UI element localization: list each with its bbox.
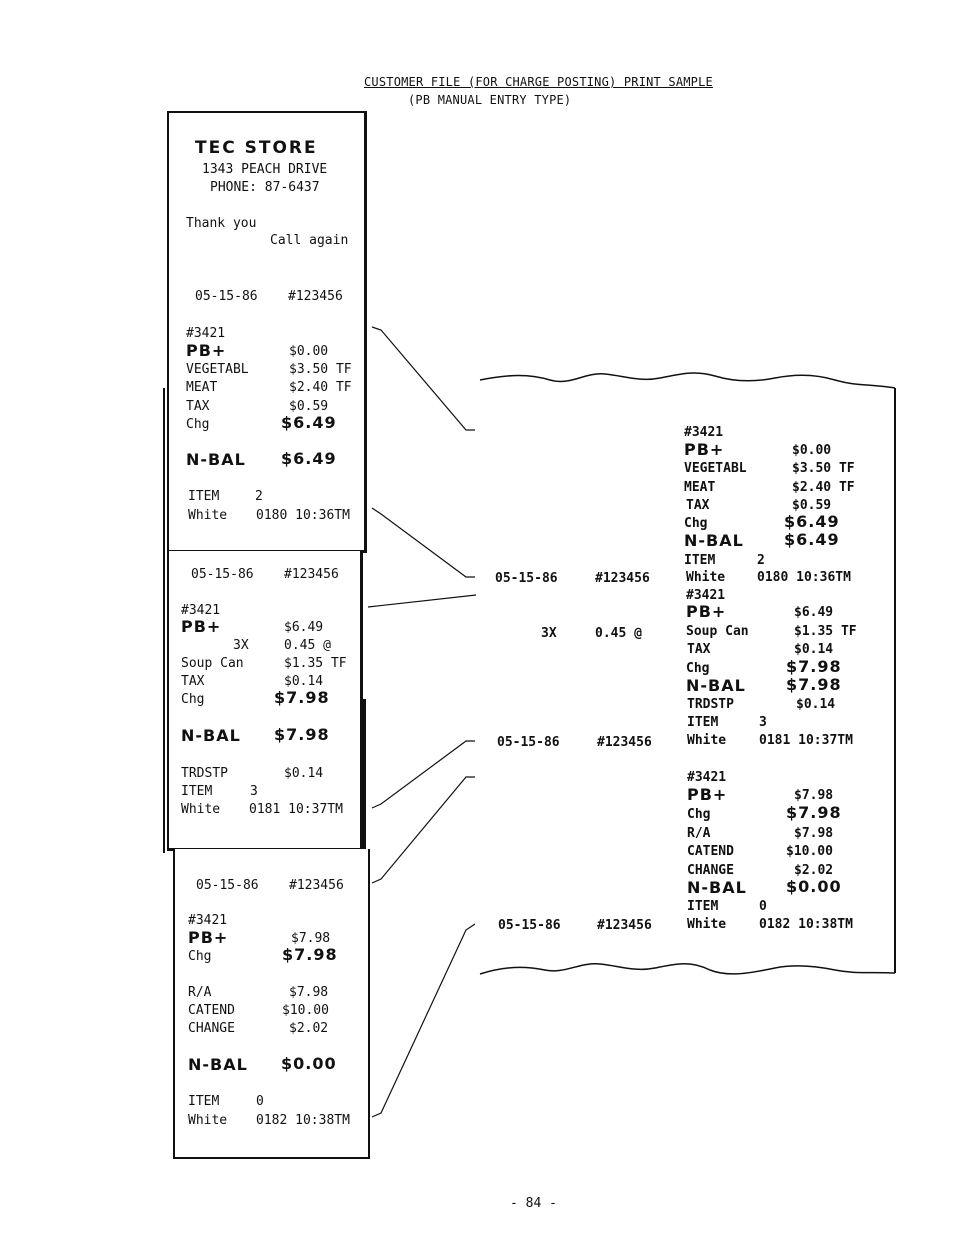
item-value: $2.40 TF: [289, 380, 352, 395]
tax-value: $0.14: [284, 674, 324, 689]
journal-account: #3421: [684, 425, 724, 440]
clerk-info: 0182 10:38TM: [256, 1113, 350, 1128]
change-value: $2.02: [289, 1021, 329, 1036]
trdstp-value: $0.14: [284, 766, 324, 781]
chg-value: $7.98: [282, 945, 338, 964]
account-number: #3421: [188, 913, 228, 928]
journal-tax-label: TAX: [687, 642, 711, 657]
ra-value: $7.98: [289, 985, 329, 1000]
journal-clerk-info: 0181 10:37TM: [759, 733, 853, 748]
chg-label: Chg: [188, 949, 212, 964]
journal-chg-value: $7.98: [786, 803, 842, 822]
journal-item-count: 0: [759, 899, 767, 914]
journal-receipt-number: #123456: [597, 735, 652, 750]
journal-clerk-info: 0182 10:38TM: [759, 917, 853, 932]
item-count-label: ITEM: [181, 784, 213, 799]
item-name: VEGETABL: [186, 362, 249, 377]
clerk-info: 0180 10:36TM: [256, 508, 350, 523]
nbal-label: N-BAL: [188, 1055, 248, 1074]
chg-value: $7.98: [274, 688, 330, 707]
nbal-value: $0.00: [281, 1054, 337, 1073]
clerk-name: White: [188, 508, 228, 523]
journal-trdstp-label: TRDSTP: [687, 697, 734, 712]
journal-item-name: MEAT: [684, 480, 716, 495]
journal-ra-value: $7.98: [794, 826, 834, 841]
page-subtitle: (PB MANUAL ENTRY TYPE): [408, 93, 572, 107]
pb-label: PB+: [188, 928, 229, 947]
store-address: 1343 PEACH DRIVE: [202, 162, 328, 177]
item-count: 2: [255, 489, 263, 504]
tax-label: TAX: [181, 674, 205, 689]
journal-date: 05-15-86: [498, 918, 561, 933]
journal-account: #3421: [687, 770, 727, 785]
page-title: CUSTOMER FILE (FOR CHARGE POSTING) PRINT SAMPLE: [364, 75, 713, 89]
journal-receipt-number: #123456: [595, 571, 650, 586]
catend-value: $10.00: [282, 1003, 329, 1018]
journal-tax-value: $0.59: [792, 498, 832, 513]
journal-pb-value: $7.98: [794, 788, 834, 803]
journal-clerk-name: White: [687, 733, 727, 748]
tax-value: $0.59: [289, 399, 329, 414]
journal-item-value: $3.50 TF: [792, 461, 855, 476]
nbal-value: $7.98: [274, 725, 330, 744]
journal-chg-value: $6.49: [784, 512, 840, 531]
call-again-message: Call again: [270, 233, 349, 248]
receipt-date: 05-15-86: [196, 878, 259, 893]
chg-value: $6.49: [281, 413, 337, 432]
journal-clerk-name: White: [687, 917, 727, 932]
journal-change-label: CHANGE: [687, 863, 734, 878]
clerk-name: White: [188, 1113, 228, 1128]
item-name: MEAT: [186, 380, 218, 395]
journal-nbal-value: $6.49: [784, 530, 840, 549]
journal-item-value: $2.40 TF: [792, 480, 855, 495]
item-value: $1.35 TF: [284, 656, 347, 671]
account-number: #3421: [181, 603, 221, 618]
journal-pb-value: $0.00: [792, 443, 832, 458]
item-value: $3.50 TF: [289, 362, 352, 377]
journal-clerk-info: 0180 10:36TM: [757, 570, 851, 585]
journal-ra-label: R/A: [687, 826, 711, 841]
journal-nbal-label: N-BAL: [686, 676, 746, 695]
journal-tax-label: TAX: [686, 498, 710, 513]
nbal-label: N-BAL: [186, 450, 246, 469]
journal-nbal-value: $0.00: [786, 877, 842, 896]
journal-catend-value: $10.00: [786, 844, 833, 859]
journal-quantity: 3X: [541, 626, 557, 641]
ra-label: R/A: [188, 985, 212, 1000]
chg-label: Chg: [186, 417, 210, 432]
clerk-info: 0181 10:37TM: [249, 802, 343, 817]
unit-price: 0.45 @: [284, 638, 331, 653]
journal-clerk-name: White: [686, 570, 726, 585]
journal-item-count-label: ITEM: [684, 553, 716, 568]
journal-chg-value: $7.98: [786, 657, 842, 676]
journal-item-name: VEGETABL: [684, 461, 747, 476]
quantity: 3X: [233, 638, 249, 653]
journal-chg-label: Chg: [684, 516, 708, 531]
journal-account: #3421: [686, 588, 726, 603]
account-number: #3421: [186, 326, 226, 341]
journal-item-count-label: ITEM: [687, 715, 719, 730]
journal-item-count: 2: [757, 553, 765, 568]
receipt-date: 05-15-86: [191, 567, 254, 582]
clerk-name: White: [181, 802, 221, 817]
catend-label: CATEND: [188, 1003, 235, 1018]
pb-value: $7.98: [291, 931, 331, 946]
journal-unit-price: 0.45 @: [595, 626, 642, 641]
page-number: - 84 -: [510, 1196, 557, 1211]
item-count: 0: [256, 1094, 264, 1109]
journal-nbal-label: N-BAL: [687, 878, 747, 897]
journal-catend-label: CATEND: [687, 844, 734, 859]
trdstp-label: TRDSTP: [181, 766, 228, 781]
store-phone: PHONE: 87-6437: [210, 180, 320, 195]
receipt-number: #123456: [284, 567, 339, 582]
thank-you-message: Thank you: [186, 216, 257, 231]
item-count-label: ITEM: [188, 489, 220, 504]
item-count-label: ITEM: [188, 1094, 220, 1109]
journal-item-count: 3: [759, 715, 767, 730]
receipt-date: 05-15-86: [195, 289, 258, 304]
receipt-number: #123456: [289, 878, 344, 893]
journal-pb-value: $6.49: [794, 605, 834, 620]
journal-pb-label: PB+: [687, 785, 728, 804]
item-name: Soup Can: [181, 656, 244, 671]
journal-nbal-label: N-BAL: [684, 531, 744, 550]
item-count: 3: [250, 784, 258, 799]
chg-label: Chg: [181, 692, 205, 707]
journal-pb-label: PB+: [684, 440, 725, 459]
pb-value: $6.49: [284, 620, 324, 635]
receipt-number: #123456: [288, 289, 343, 304]
nbal-value: $6.49: [281, 449, 337, 468]
nbal-label: N-BAL: [181, 726, 241, 745]
journal-date: 05-15-86: [495, 571, 558, 586]
journal-date: 05-15-86: [497, 735, 560, 750]
journal-nbal-value: $7.98: [786, 675, 842, 694]
journal-item-count-label: ITEM: [687, 899, 719, 914]
journal-item-value: $1.35 TF: [794, 624, 857, 639]
pb-label: PB+: [181, 617, 222, 636]
journal-trdstp-value: $0.14: [796, 697, 836, 712]
receipt-strip-edge: [363, 699, 366, 849]
journal-chg-label: Chg: [687, 807, 711, 822]
tax-label: TAX: [186, 399, 210, 414]
journal-change-value: $2.02: [794, 863, 834, 878]
store-name: TEC STORE: [195, 138, 318, 158]
journal-tax-value: $0.14: [794, 642, 834, 657]
receipt-strip-edge: [163, 388, 165, 853]
journal-item-name: Soup Can: [686, 624, 749, 639]
journal-chg-label: Chg: [686, 661, 710, 676]
journal-receipt-number: #123456: [597, 918, 652, 933]
pb-label: PB+: [186, 341, 227, 360]
pb-value: $0.00: [289, 344, 329, 359]
journal-pb-label: PB+: [686, 602, 727, 621]
change-label: CHANGE: [188, 1021, 235, 1036]
